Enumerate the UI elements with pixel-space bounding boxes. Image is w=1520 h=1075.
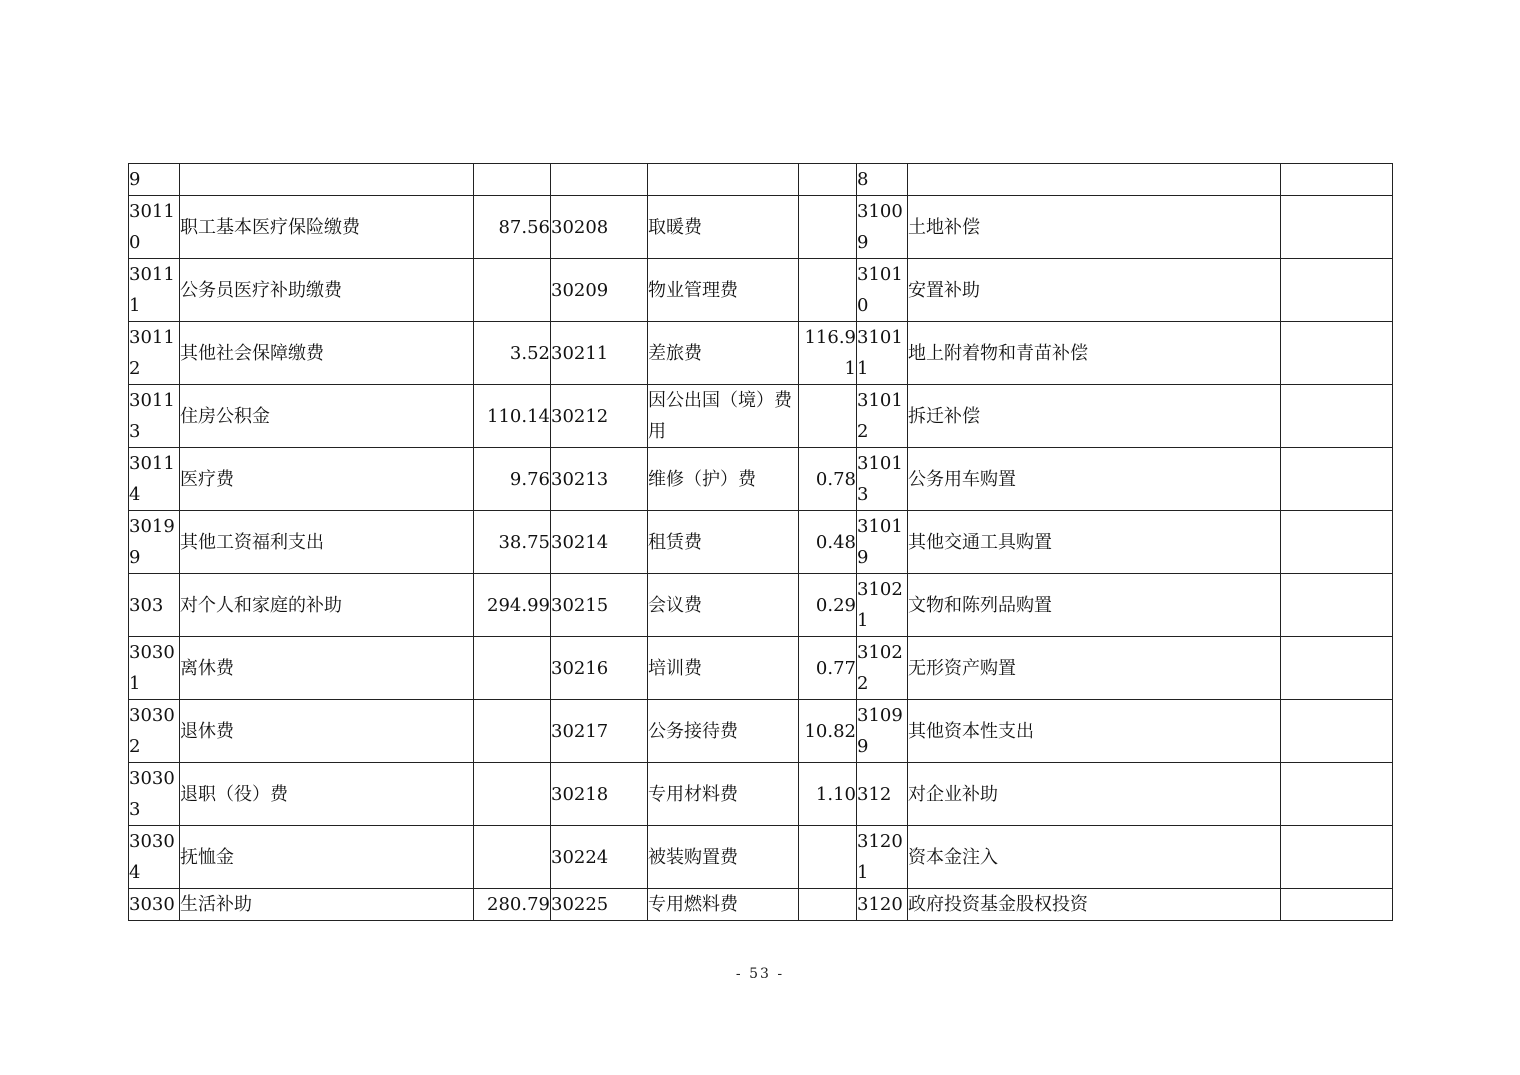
item-name-b-cell: 因公出国（境）费用 bbox=[648, 385, 799, 448]
amount-b-cell: 1.10 bbox=[799, 763, 857, 826]
amount-b-cell: 0.78 bbox=[799, 448, 857, 511]
item-name-b-cell: 公务接待费 bbox=[648, 700, 799, 763]
amount-a-cell: 38.75 bbox=[474, 511, 551, 574]
item-name-a-cell: 对个人和家庭的补助 bbox=[180, 574, 474, 637]
econ-code-b-cell: 30215 bbox=[551, 574, 648, 637]
amount-c-cell bbox=[1281, 637, 1393, 700]
item-name-c-cell: 地上附着物和青苗补偿 bbox=[908, 322, 1281, 385]
item-name-a-cell: 离休费 bbox=[180, 637, 474, 700]
econ-code-b-cell: 30211 bbox=[551, 322, 648, 385]
amount-b-cell bbox=[799, 164, 857, 196]
item-name-b-cell bbox=[648, 164, 799, 196]
econ-code-b-cell: 30212 bbox=[551, 385, 648, 448]
item-name-a-cell: 退休费 bbox=[180, 700, 474, 763]
amount-c-cell bbox=[1281, 385, 1393, 448]
amount-c-cell bbox=[1281, 700, 1393, 763]
item-name-a-cell: 其他社会保障缴费 bbox=[180, 322, 474, 385]
item-name-b-cell: 培训费 bbox=[648, 637, 799, 700]
table-row bbox=[129, 574, 1393, 637]
econ-code-a-cell: 30302 bbox=[129, 700, 180, 763]
item-name-c-cell: 其他资本性支出 bbox=[908, 700, 1281, 763]
table-row bbox=[129, 889, 1393, 921]
econ-code-a-cell: 303 bbox=[129, 574, 180, 637]
econ-code-c-cell: 31201 bbox=[857, 826, 908, 889]
econ-code-c-cell: 31021 bbox=[857, 574, 908, 637]
item-name-b-cell: 取暖费 bbox=[648, 196, 799, 259]
table-row bbox=[129, 763, 1393, 826]
item-name-b-cell: 专用燃料费 bbox=[648, 889, 799, 921]
amount-b-cell: 0.29 bbox=[799, 574, 857, 637]
econ-code-b-cell: 30214 bbox=[551, 511, 648, 574]
item-name-a-cell: 退职（役）费 bbox=[180, 763, 474, 826]
amount-a-cell bbox=[474, 700, 551, 763]
econ-code-a-cell: 30199 bbox=[129, 511, 180, 574]
item-name-a-cell: 生活补助 bbox=[180, 889, 474, 921]
item-name-c-cell: 安置补助 bbox=[908, 259, 1281, 322]
econ-code-a-cell: 30304 bbox=[129, 826, 180, 889]
amount-b-cell bbox=[799, 889, 857, 921]
econ-code-a-cell: 30112 bbox=[129, 322, 180, 385]
item-name-a-cell: 职工基本医疗保险缴费 bbox=[180, 196, 474, 259]
item-name-b-cell: 专用材料费 bbox=[648, 763, 799, 826]
item-name-a-cell: 抚恤金 bbox=[180, 826, 474, 889]
item-name-b-cell: 维修（护）费 bbox=[648, 448, 799, 511]
econ-code-b-cell: 30208 bbox=[551, 196, 648, 259]
econ-code-c-cell: 3120 bbox=[857, 889, 908, 921]
econ-code-a-cell: 9 bbox=[129, 164, 180, 196]
econ-code-b-cell: 30216 bbox=[551, 637, 648, 700]
table-row bbox=[129, 259, 1393, 322]
amount-a-cell bbox=[474, 637, 551, 700]
item-name-b-cell: 物业管理费 bbox=[648, 259, 799, 322]
econ-code-a-cell: 30301 bbox=[129, 637, 180, 700]
amount-b-cell: 0.48 bbox=[799, 511, 857, 574]
amount-c-cell bbox=[1281, 511, 1393, 574]
item-name-c-cell: 资本金注入 bbox=[908, 826, 1281, 889]
amount-a-cell: 294.99 bbox=[474, 574, 551, 637]
amount-c-cell bbox=[1281, 826, 1393, 889]
item-name-c-cell: 文物和陈列品购置 bbox=[908, 574, 1281, 637]
econ-code-c-cell: 31010 bbox=[857, 259, 908, 322]
amount-a-cell: 87.56 bbox=[474, 196, 551, 259]
amount-a-cell bbox=[474, 164, 551, 196]
table-row bbox=[129, 511, 1393, 574]
item-name-c-cell bbox=[908, 164, 1281, 196]
econ-code-b-cell bbox=[551, 164, 648, 196]
amount-c-cell bbox=[1281, 164, 1393, 196]
econ-code-b-cell: 30218 bbox=[551, 763, 648, 826]
amount-a-cell: 3.52 bbox=[474, 322, 551, 385]
table-row bbox=[129, 164, 1393, 196]
econ-code-c-cell: 312 bbox=[857, 763, 908, 826]
amount-b-cell bbox=[799, 826, 857, 889]
amount-a-cell bbox=[474, 259, 551, 322]
amount-c-cell bbox=[1281, 574, 1393, 637]
amount-c-cell bbox=[1281, 196, 1393, 259]
econ-code-b-cell: 30209 bbox=[551, 259, 648, 322]
amount-c-cell bbox=[1281, 259, 1393, 322]
econ-code-b-cell: 30224 bbox=[551, 826, 648, 889]
item-name-b-cell: 会议费 bbox=[648, 574, 799, 637]
econ-code-c-cell: 31009 bbox=[857, 196, 908, 259]
amount-b-cell: 0.77 bbox=[799, 637, 857, 700]
item-name-b-cell: 租赁费 bbox=[648, 511, 799, 574]
item-name-c-cell: 对企业补助 bbox=[908, 763, 1281, 826]
amount-a-cell: 110.14 bbox=[474, 385, 551, 448]
item-name-a-cell: 其他工资福利支出 bbox=[180, 511, 474, 574]
amount-b-cell: 116.91 bbox=[799, 322, 857, 385]
item-name-a-cell: 公务员医疗补助缴费 bbox=[180, 259, 474, 322]
item-name-c-cell: 土地补偿 bbox=[908, 196, 1281, 259]
amount-c-cell bbox=[1281, 889, 1393, 921]
table-row bbox=[129, 322, 1393, 385]
table-row bbox=[129, 196, 1393, 259]
econ-code-c-cell: 31022 bbox=[857, 637, 908, 700]
econ-code-a-cell: 30110 bbox=[129, 196, 180, 259]
table-row bbox=[129, 448, 1393, 511]
amount-b-cell: 10.82 bbox=[799, 700, 857, 763]
item-name-a-cell: 住房公积金 bbox=[180, 385, 474, 448]
econ-code-a-cell: 30113 bbox=[129, 385, 180, 448]
econ-code-a-cell: 30303 bbox=[129, 763, 180, 826]
amount-c-cell bbox=[1281, 322, 1393, 385]
econ-code-c-cell: 31011 bbox=[857, 322, 908, 385]
econ-code-c-cell: 31012 bbox=[857, 385, 908, 448]
econ-code-b-cell: 30213 bbox=[551, 448, 648, 511]
budget-table bbox=[128, 163, 1393, 921]
table-body bbox=[129, 164, 1393, 921]
table-row bbox=[129, 637, 1393, 700]
amount-a-cell: 280.79 bbox=[474, 889, 551, 921]
item-name-a-cell: 医疗费 bbox=[180, 448, 474, 511]
page-number: - 53 - bbox=[735, 966, 785, 982]
item-name-a-cell bbox=[180, 164, 474, 196]
amount-c-cell bbox=[1281, 448, 1393, 511]
amount-b-cell bbox=[799, 196, 857, 259]
amount-a-cell bbox=[474, 763, 551, 826]
item-name-c-cell: 无形资产购置 bbox=[908, 637, 1281, 700]
econ-code-b-cell: 30217 bbox=[551, 700, 648, 763]
econ-code-c-cell: 31099 bbox=[857, 700, 908, 763]
amount-b-cell bbox=[799, 259, 857, 322]
item-name-c-cell: 拆迁补偿 bbox=[908, 385, 1281, 448]
econ-code-b-cell: 30225 bbox=[551, 889, 648, 921]
item-name-c-cell: 其他交通工具购置 bbox=[908, 511, 1281, 574]
table-row bbox=[129, 385, 1393, 448]
econ-code-c-cell: 31019 bbox=[857, 511, 908, 574]
table-row bbox=[129, 700, 1393, 763]
item-name-c-cell: 政府投资基金股权投资 bbox=[908, 889, 1281, 921]
econ-code-a-cell: 3030 bbox=[129, 889, 180, 921]
econ-code-c-cell: 31013 bbox=[857, 448, 908, 511]
item-name-b-cell: 被装购置费 bbox=[648, 826, 799, 889]
table-row bbox=[129, 826, 1393, 889]
item-name-c-cell: 公务用车购置 bbox=[908, 448, 1281, 511]
amount-a-cell: 9.76 bbox=[474, 448, 551, 511]
item-name-b-cell: 差旅费 bbox=[648, 322, 799, 385]
amount-b-cell bbox=[799, 385, 857, 448]
amount-c-cell bbox=[1281, 763, 1393, 826]
econ-code-a-cell: 30111 bbox=[129, 259, 180, 322]
amount-a-cell bbox=[474, 826, 551, 889]
econ-code-a-cell: 30114 bbox=[129, 448, 180, 511]
econ-code-c-cell: 8 bbox=[857, 164, 908, 196]
